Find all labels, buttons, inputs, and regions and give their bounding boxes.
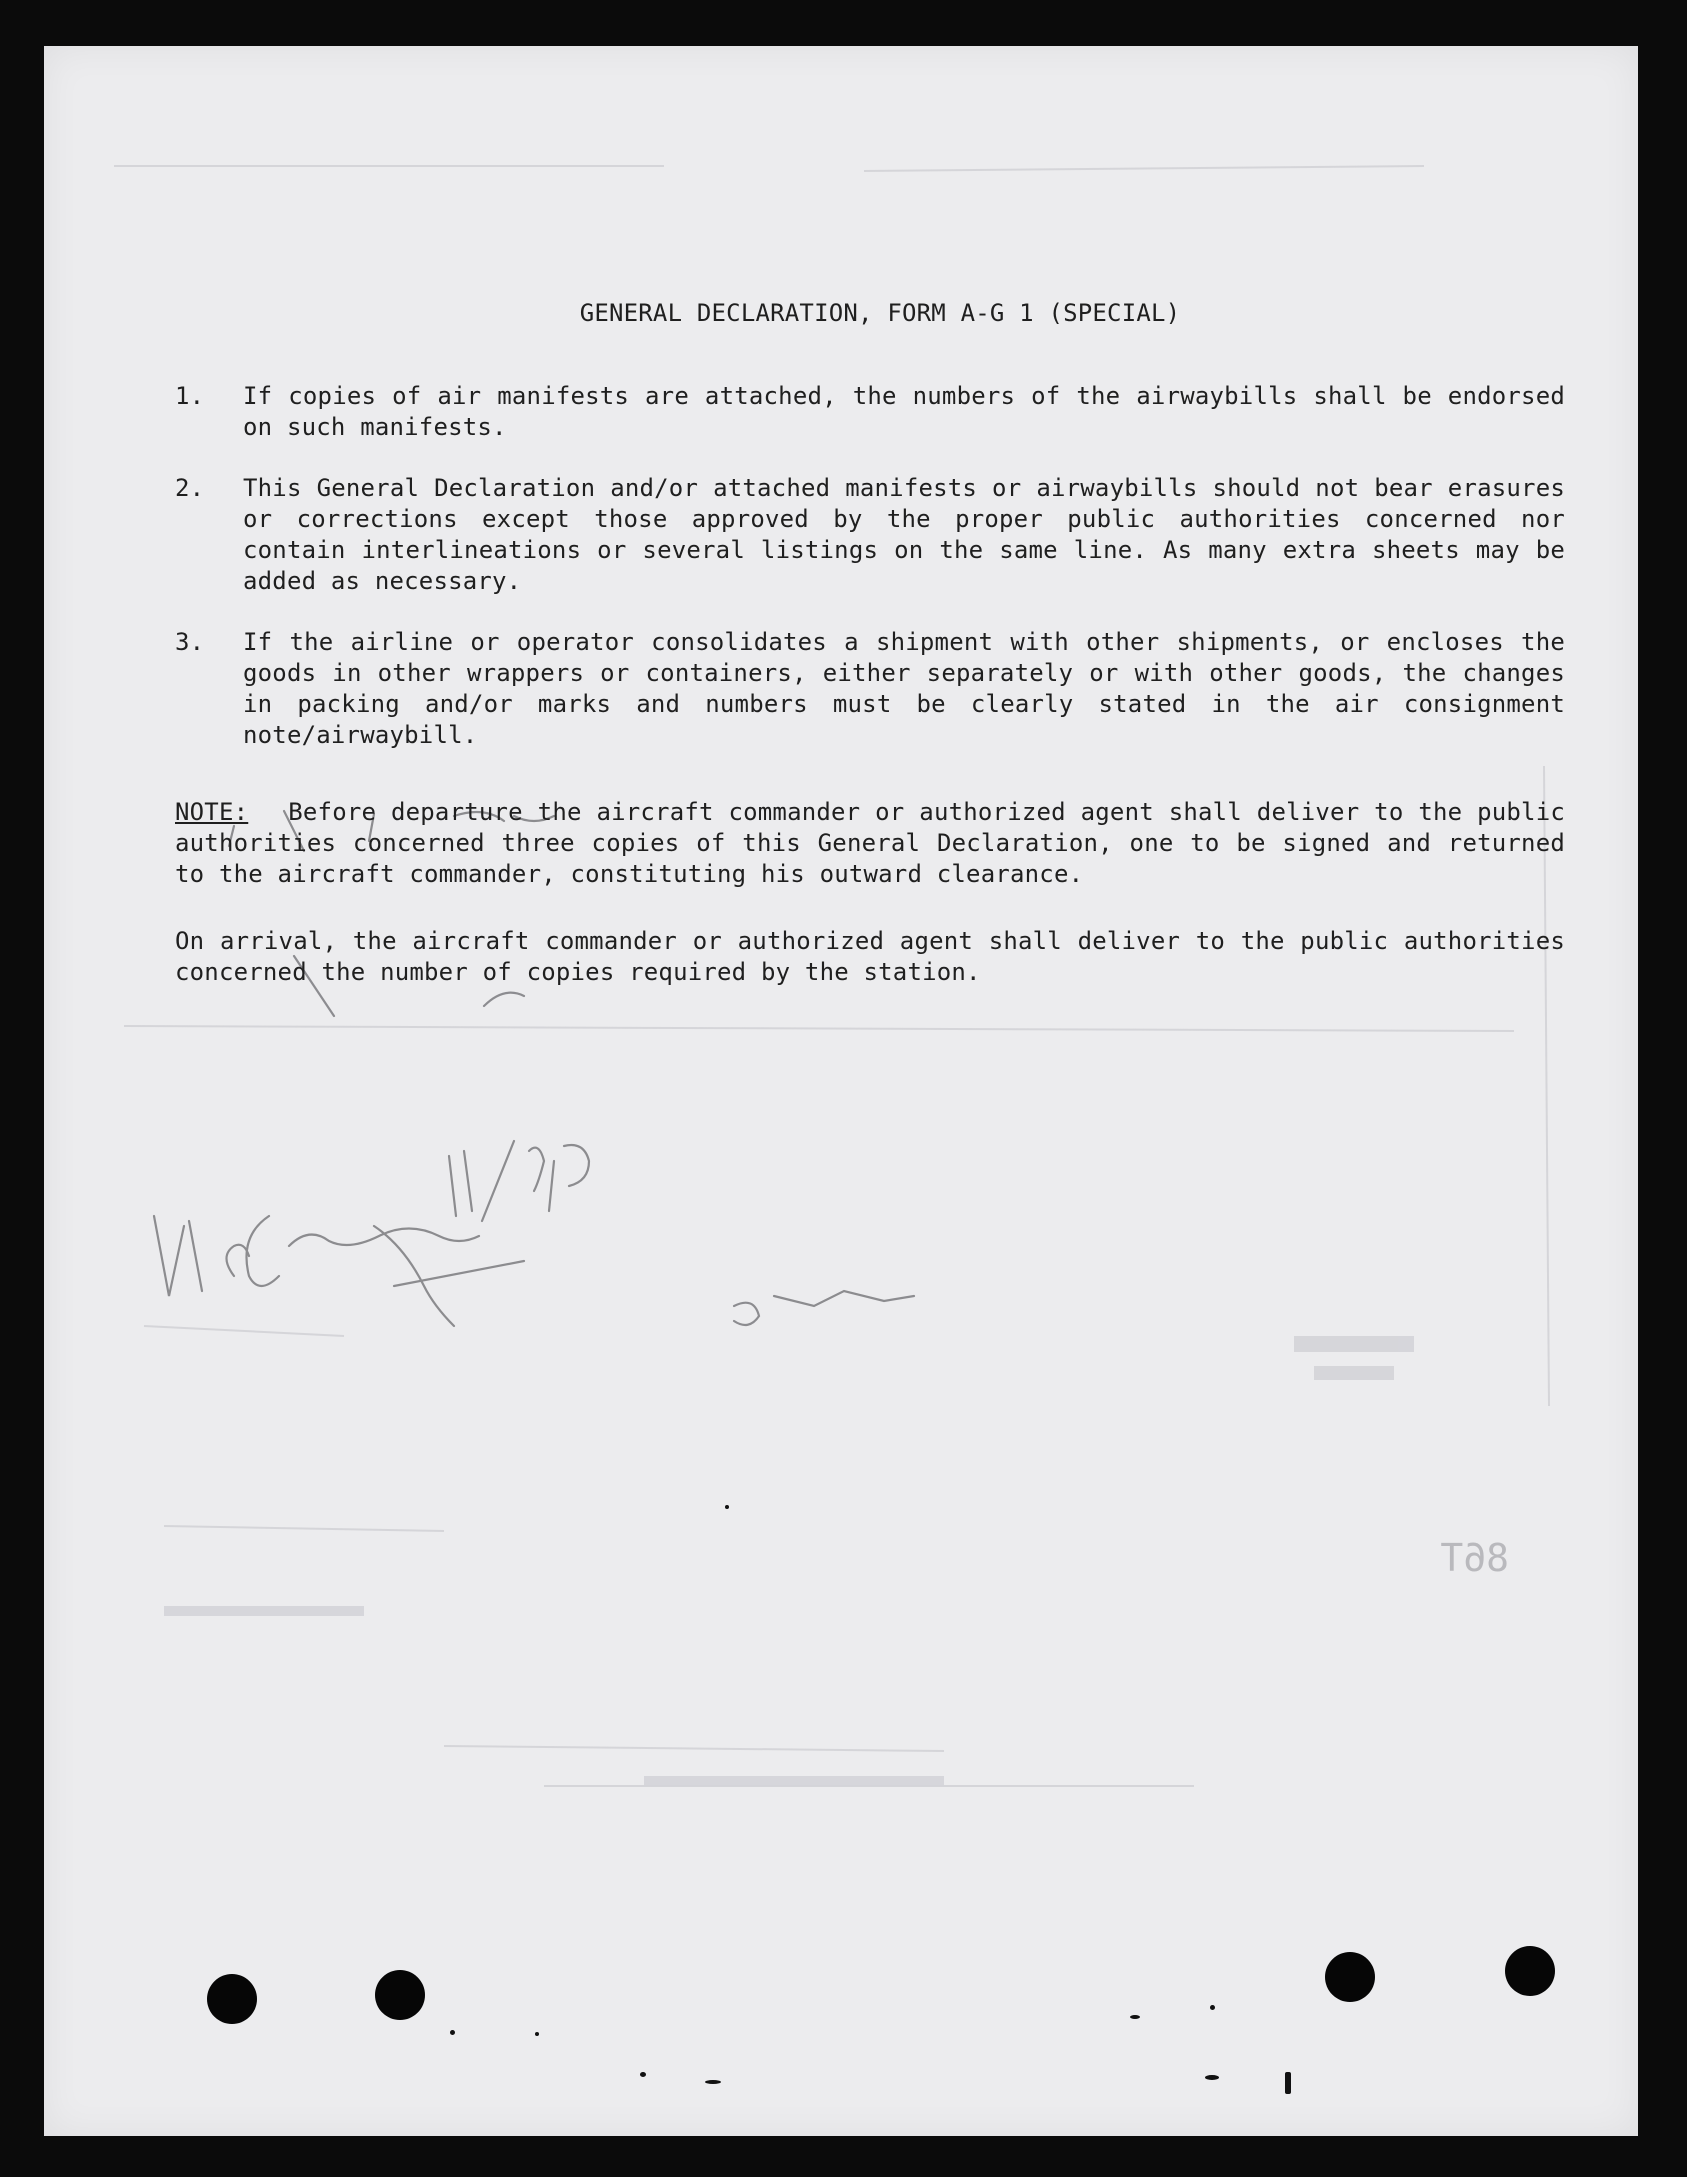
speck bbox=[450, 2030, 455, 2035]
list-item bbox=[175, 381, 1565, 443]
punch-hole bbox=[375, 1970, 425, 2020]
item-text: If the airline or operator consolidates a shipment with other shipments, or encloses the goods in other wrappers or containers, either separately or with other goods, the changes in packing and/or marks and numbers must be clearly stated in the air consignment note/airwaybill. bbox=[243, 628, 1565, 749]
bleed-through-number: 86T bbox=[1440, 1536, 1509, 1580]
item-number: 3. bbox=[175, 628, 205, 656]
document-body bbox=[175, 298, 1565, 988]
punch-hole bbox=[207, 1974, 257, 2024]
item-text: If copies of air manifests are attached, the numbers of the airwaybills shall be endorsed on such manifests. bbox=[243, 382, 1565, 441]
speck bbox=[1130, 2015, 1140, 2019]
speck bbox=[640, 2072, 646, 2077]
speck bbox=[1210, 2005, 1215, 2010]
note-paragraph bbox=[175, 797, 1565, 890]
note-text: Before departure the aircraft commander or authorized agent shall deliver to the public authorities concerned three copies of this General Declaration, one to be signed and returned to the aircraft commander, constituting his outward clearance. bbox=[175, 798, 1565, 888]
document-page bbox=[44, 46, 1638, 2136]
item-number: 2. bbox=[175, 474, 205, 502]
speck bbox=[705, 2080, 721, 2084]
note-label: NOTE: bbox=[175, 798, 249, 826]
arrival-paragraph: On arrival, the aircraft commander or authorized agent shall deliver to the public authorities concerned the number of copies required by the station. bbox=[175, 927, 1565, 986]
list-item bbox=[175, 627, 1565, 751]
item-text: This General Declaration and/or attached manifests or airwaybills should not bear erasures or corrections except those approved by the proper public authorities concerned nor contain interlineations or several listings on the same line. As many extra sheets may be added as necessary. bbox=[243, 474, 1565, 595]
punch-hole bbox=[1325, 1952, 1375, 2002]
item-number: 1. bbox=[175, 382, 205, 410]
list-item bbox=[175, 473, 1565, 597]
speck bbox=[1285, 2072, 1291, 2094]
speck bbox=[535, 2032, 539, 2036]
speck bbox=[1205, 2075, 1219, 2080]
form-title: GENERAL DECLARATION, FORM A-G 1 (SPECIAL) bbox=[579, 299, 1181, 327]
punch-hole bbox=[1505, 1946, 1555, 1996]
speck bbox=[725, 1505, 729, 1509]
